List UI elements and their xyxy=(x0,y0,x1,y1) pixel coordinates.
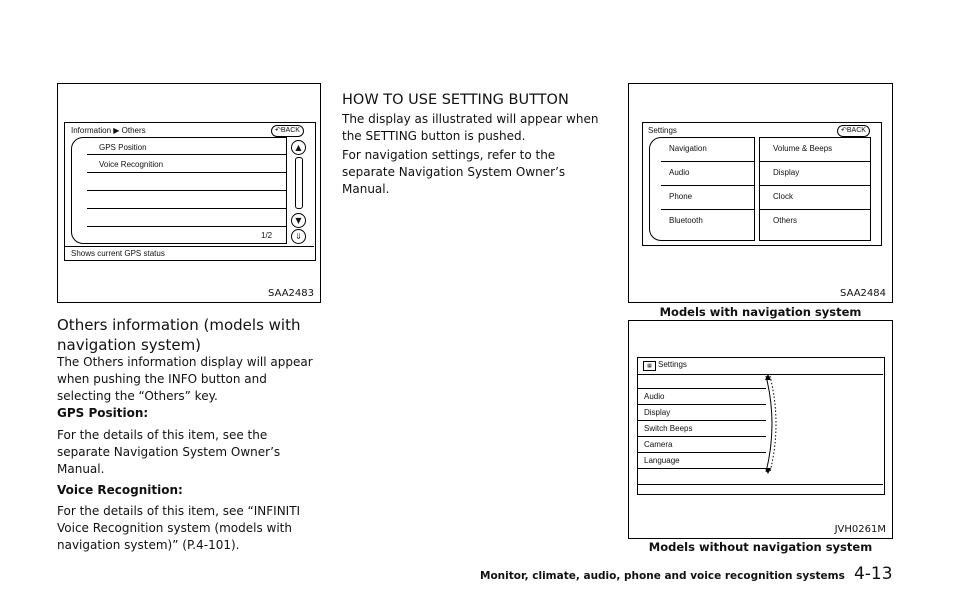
scrollbar[interactable] xyxy=(760,372,782,476)
menu-item-camera[interactable]: Camera xyxy=(644,440,673,449)
menu-item-audio[interactable]: Audio xyxy=(669,168,690,177)
setting-paragraph-2: For navigation settings, refer to the separate Navigation System Owner’s Manual. xyxy=(342,148,566,196)
scrollbar-track[interactable] xyxy=(295,157,303,209)
page-footer xyxy=(480,564,892,588)
figure-settings-no-navigation xyxy=(628,320,893,539)
others-screen xyxy=(64,122,316,261)
voice-paragraph: For the details of this item, see “INFINITI Voice Recognition system (models with navigation system)” (P.4-101). xyxy=(57,504,301,552)
list-item[interactable]: GPS Position xyxy=(99,143,147,152)
page-indicator: 1/2 xyxy=(261,231,273,240)
menu-item-phone[interactable]: Phone xyxy=(669,192,693,201)
intro-paragraph: The Others information display will appear when pushing the INFO button and selecting the “Others” key. xyxy=(57,355,313,403)
figure-others-information xyxy=(57,83,321,303)
screen-header: Information ▶ Others xyxy=(71,126,146,135)
back-arrow-icon: ↶ xyxy=(275,127,281,134)
chevron-down-icon: ⇓ xyxy=(295,232,302,241)
section-heading: Others information (models with navigation system) xyxy=(57,316,301,354)
menu-item-others[interactable]: Others xyxy=(773,216,798,225)
gps-paragraph: For the details of this item, see the separate Navigation System Owner’s Manual. xyxy=(57,428,281,476)
figure-settings-navigation xyxy=(628,83,893,303)
menu-item-clock[interactable]: Clock xyxy=(773,192,794,201)
figure-code: SAA2483 xyxy=(268,288,314,299)
back-arrow-icon: ↶ xyxy=(841,127,847,134)
settings-icon: ▦ xyxy=(643,361,656,371)
chevron-up-icon: ▲ xyxy=(295,143,302,152)
voice-title: Voice Recognition: xyxy=(57,483,183,497)
scroll-up-button[interactable] xyxy=(291,140,306,155)
page-number: 4-13 xyxy=(853,564,893,584)
screen-header: Settings xyxy=(658,360,687,369)
menu-item-volume-beeps[interactable]: Volume & Beeps xyxy=(773,144,833,153)
settings-screen-basic xyxy=(637,357,885,495)
menu-item-audio[interactable]: Audio xyxy=(644,392,665,401)
menu-item-bluetooth[interactable]: Bluetooth xyxy=(669,216,703,225)
screen-header: Settings xyxy=(648,126,677,135)
setting-heading: HOW TO USE SETTING BUTTON xyxy=(342,92,569,108)
chevron-down-icon: ▼ xyxy=(295,216,302,225)
gps-title: GPS Position: xyxy=(57,406,149,420)
figure-code: SAA2484 xyxy=(840,288,886,299)
footer-section: Monitor, climate, audio, phone and voice recognition systems xyxy=(480,570,845,582)
menu-item-navigation[interactable]: Navigation xyxy=(669,144,707,153)
menu-item-display[interactable]: Display xyxy=(644,408,671,417)
menu-item-display[interactable]: Display xyxy=(773,168,800,177)
status-bar: Shows current GPS status xyxy=(71,249,165,258)
back-button[interactable]: ↶BACK xyxy=(837,125,870,137)
menu-item-language[interactable]: Language xyxy=(644,456,680,465)
menu-item-switch-beeps[interactable]: Switch Beeps xyxy=(644,424,693,433)
settings-screen xyxy=(642,122,882,246)
caption-with-navigation: Models with navigation system xyxy=(659,305,862,319)
setting-paragraph-1: The display as illustrated will appear when the SETTING button is pushed. xyxy=(342,112,599,143)
scroll-end-button[interactable] xyxy=(291,229,306,244)
back-button[interactable]: ↶BACK xyxy=(271,125,304,137)
list-item[interactable]: Voice Recognition xyxy=(99,160,164,169)
figure-code: JVH0261M xyxy=(834,524,886,535)
caption-without-navigation: Models without navigation system xyxy=(648,540,873,554)
scroll-down-button[interactable] xyxy=(291,213,306,228)
